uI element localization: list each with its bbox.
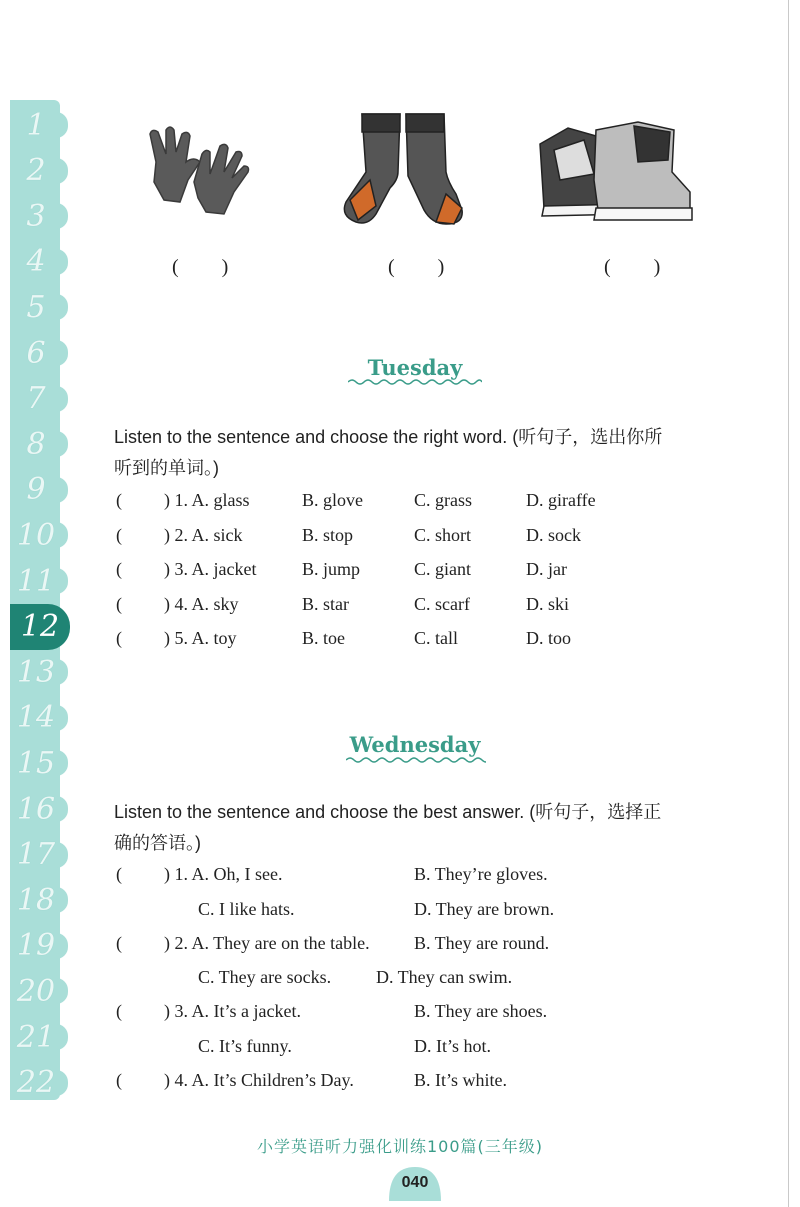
chapter-tab-20[interactable]: 20: [10, 968, 62, 1014]
chapter-tab-7[interactable]: 7: [10, 376, 62, 422]
tuesday-question-1: [116, 490, 716, 514]
option-a: ) 1. A. glass: [164, 490, 250, 510]
answer-paren[interactable]: (: [116, 593, 122, 614]
chapter-sidebar: [10, 100, 60, 1100]
option-b: B. stop: [302, 524, 354, 545]
section-title-wednesday: Wednesday: [349, 732, 481, 757]
option-a: ) 4. A. sky: [164, 593, 239, 614]
option-d: D. sock: [526, 524, 581, 545]
option-c: C. I like hats.: [198, 899, 295, 919]
option-a: ) 1. A. Oh, I see.: [164, 864, 283, 884]
chapter-tab-17[interactable]: 17: [10, 832, 62, 878]
picture-1-answer-blank[interactable]: ( ): [172, 256, 230, 278]
option-b: B. They’re gloves.: [414, 864, 548, 884]
option-b: B. They are shoes.: [414, 1001, 548, 1021]
option-b: B. toe: [302, 628, 345, 648]
wednesday-question-1: [116, 864, 716, 888]
option-c: C. grass: [414, 490, 472, 510]
sneakers-icon: [534, 120, 696, 224]
wednesday-question-3-cont: [116, 1036, 716, 1060]
chapter-tab-4[interactable]: 4: [10, 239, 62, 285]
page-number-badge: [385, 1163, 445, 1201]
option-c: C. scarf: [414, 593, 470, 614]
wednesday-question-1-cont: [116, 899, 716, 923]
chapter-tab-6[interactable]: 6: [10, 330, 62, 376]
answer-paren[interactable]: (: [116, 559, 122, 579]
chapter-tab-11[interactable]: 11: [10, 558, 62, 604]
answer-paren[interactable]: (: [116, 524, 122, 545]
option-d: D. giraffe: [526, 490, 596, 510]
option-d: D. jar: [526, 559, 567, 579]
instruction-line: 确的答语。): [114, 833, 201, 853]
tuesday-question-2: [116, 525, 716, 549]
instruction-line: Listen to the sentence and choose the best answer. (听句子，选择正: [114, 802, 662, 822]
chapter-tab-22[interactable]: 22: [10, 1060, 62, 1106]
answer-paren[interactable]: (: [116, 628, 122, 648]
wednesday-instruction: [114, 797, 734, 859]
wednesday-question-2-cont: [116, 967, 716, 991]
option-c: C. They are socks.: [198, 967, 332, 987]
option-a: ) 2. A. They are on the table.: [164, 933, 370, 953]
option-b: B. jump: [302, 559, 361, 579]
chapter-tab-3[interactable]: 3: [10, 193, 62, 239]
chapter-tab-19[interactable]: 19: [10, 923, 62, 969]
socks-icon: [336, 110, 468, 228]
option-c: C. giant: [414, 559, 471, 579]
title-underline-wave: [348, 378, 482, 386]
chapter-tab-12[interactable]: 12: [10, 604, 70, 650]
chapter-tab-10[interactable]: 10: [10, 512, 62, 558]
option-c: C. It’s funny.: [198, 1036, 292, 1056]
wednesday-question-4: [116, 1070, 716, 1094]
answer-paren[interactable]: (: [116, 864, 122, 884]
option-d: D. It’s hot.: [414, 1036, 492, 1056]
option-d: D. too: [526, 628, 571, 648]
option-a: ) 2. A. sick: [164, 524, 243, 545]
option-b: B. star: [302, 593, 349, 614]
tuesday-question-4: [116, 594, 716, 618]
section-title-tuesday: Tuesday: [367, 355, 463, 380]
tuesday-question-5: [116, 628, 716, 652]
chapter-tab-14[interactable]: 14: [10, 695, 62, 741]
chapter-tab-15[interactable]: 15: [10, 740, 62, 786]
answer-paren[interactable]: (: [116, 933, 122, 953]
tuesday-question-3: [116, 559, 716, 583]
option-a: ) 3. A. jacket: [164, 559, 257, 579]
chapter-tab-21[interactable]: 21: [10, 1014, 62, 1060]
tuesday-instruction: [114, 422, 734, 484]
page-edge-rule: [788, 0, 789, 1207]
instruction-line: Listen to the sentence and choose the right word. (听句子，选出你所: [114, 427, 663, 447]
option-c: C. short: [414, 524, 472, 545]
chapter-tab-5[interactable]: 5: [10, 284, 62, 330]
option-a: ) 4. A. It’s Children’s Day.: [164, 1070, 354, 1090]
gloves-icon: [136, 122, 258, 222]
page-number: 040: [401, 1174, 429, 1191]
instruction-line: 听到的单词。): [114, 458, 219, 478]
option-a: ) 5. A. toy: [164, 628, 237, 648]
picture-3-answer-blank[interactable]: ( ): [604, 256, 662, 278]
title-underline-wave: [346, 756, 486, 764]
option-b: B. They are round.: [414, 933, 550, 953]
chapter-tab-1[interactable]: 1: [10, 102, 62, 148]
option-a: ) 3. A. It’s a jacket.: [164, 1001, 301, 1021]
wednesday-question-3: [116, 1001, 716, 1025]
book-title: 小学英语听力强化训练100篇(三年级): [256, 1137, 544, 1156]
wednesday-question-2: [116, 933, 716, 957]
chapter-tab-9[interactable]: 9: [10, 467, 62, 513]
option-d: D. ski: [526, 593, 570, 614]
picture-2-answer-blank[interactable]: ( ): [388, 256, 446, 278]
option-b: B. glove: [302, 490, 363, 510]
answer-paren[interactable]: (: [116, 1070, 122, 1090]
answer-paren[interactable]: (: [116, 490, 122, 510]
chapter-tab-16[interactable]: 16: [10, 786, 62, 832]
chapter-tab-18[interactable]: 18: [10, 877, 62, 923]
option-d: D. They are brown.: [414, 899, 555, 919]
answer-paren[interactable]: (: [116, 1001, 122, 1021]
chapter-tab-8[interactable]: 8: [10, 421, 62, 467]
option-d: D. They can swim.: [376, 967, 513, 987]
option-b: B. It’s white.: [414, 1070, 507, 1090]
option-c: C. tall: [414, 628, 458, 648]
chapter-tab-2[interactable]: 2: [10, 148, 62, 194]
chapter-tab-13[interactable]: 13: [10, 649, 62, 695]
